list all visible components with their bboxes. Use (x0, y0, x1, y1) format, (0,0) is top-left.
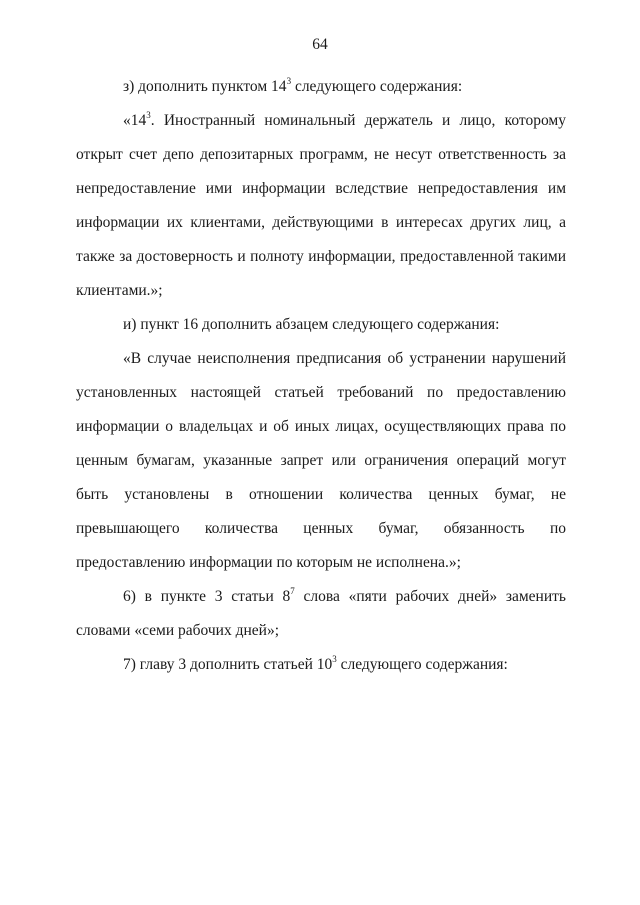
document-body (76, 70, 566, 682)
paragraph-text: . Иностранный номинальный держатель и лицо, которому открыт счет депо депозитарных программ, не несут ответственность за непредоставление ими информации вследствие непредоставления им информации их клиентами, действующими в интересах других лиц, а также за достоверность и полноту информации, предоставленной такими клиентами.»; (76, 112, 566, 299)
superscript: 7 (290, 585, 295, 596)
superscript: 3 (332, 653, 337, 664)
paragraph-clause-14-3 (76, 104, 566, 308)
paragraph-text: 6) в пункте 3 статьи 8 (123, 588, 291, 605)
paragraph-amend-8-7 (76, 580, 566, 648)
paragraph-text: следующего содержания: (291, 78, 463, 95)
paragraph-text: слова «пяти рабочих дней» заменить словами «семи рабочих дней»; (76, 588, 566, 639)
paragraph-amend-chapter-3 (76, 648, 566, 682)
paragraph-text: 7) главу 3 дополнить статьей 10 (123, 656, 333, 673)
superscript: 3 (286, 75, 292, 86)
paragraph-text: «14 (123, 112, 147, 129)
superscript: 3 (146, 109, 151, 120)
paragraph-text: следующего содержания: (336, 656, 508, 673)
paragraph-clause-16: «В случае неисполнения предписания об устранении нарушений установленных настоящей статьей требований по предоставлению информации о владельцах и об иных лицах, осуществляющих права по ценным бумагам, указанные запрет или ограничения операций могут быть установлены в отношении количества ценных бумаг, не превышающего количества ценных бумаг, обязанность по предоставлению информации по которым не исполнена.»; (76, 350, 566, 571)
paragraph-amend-16: и) пункт 16 дополнить абзацем следующего содержания: (123, 316, 500, 333)
paragraph-amend-14-3 (76, 70, 566, 104)
page-number: 64 (312, 36, 328, 53)
paragraph-text: з) дополнить пунктом 14 (123, 78, 287, 95)
